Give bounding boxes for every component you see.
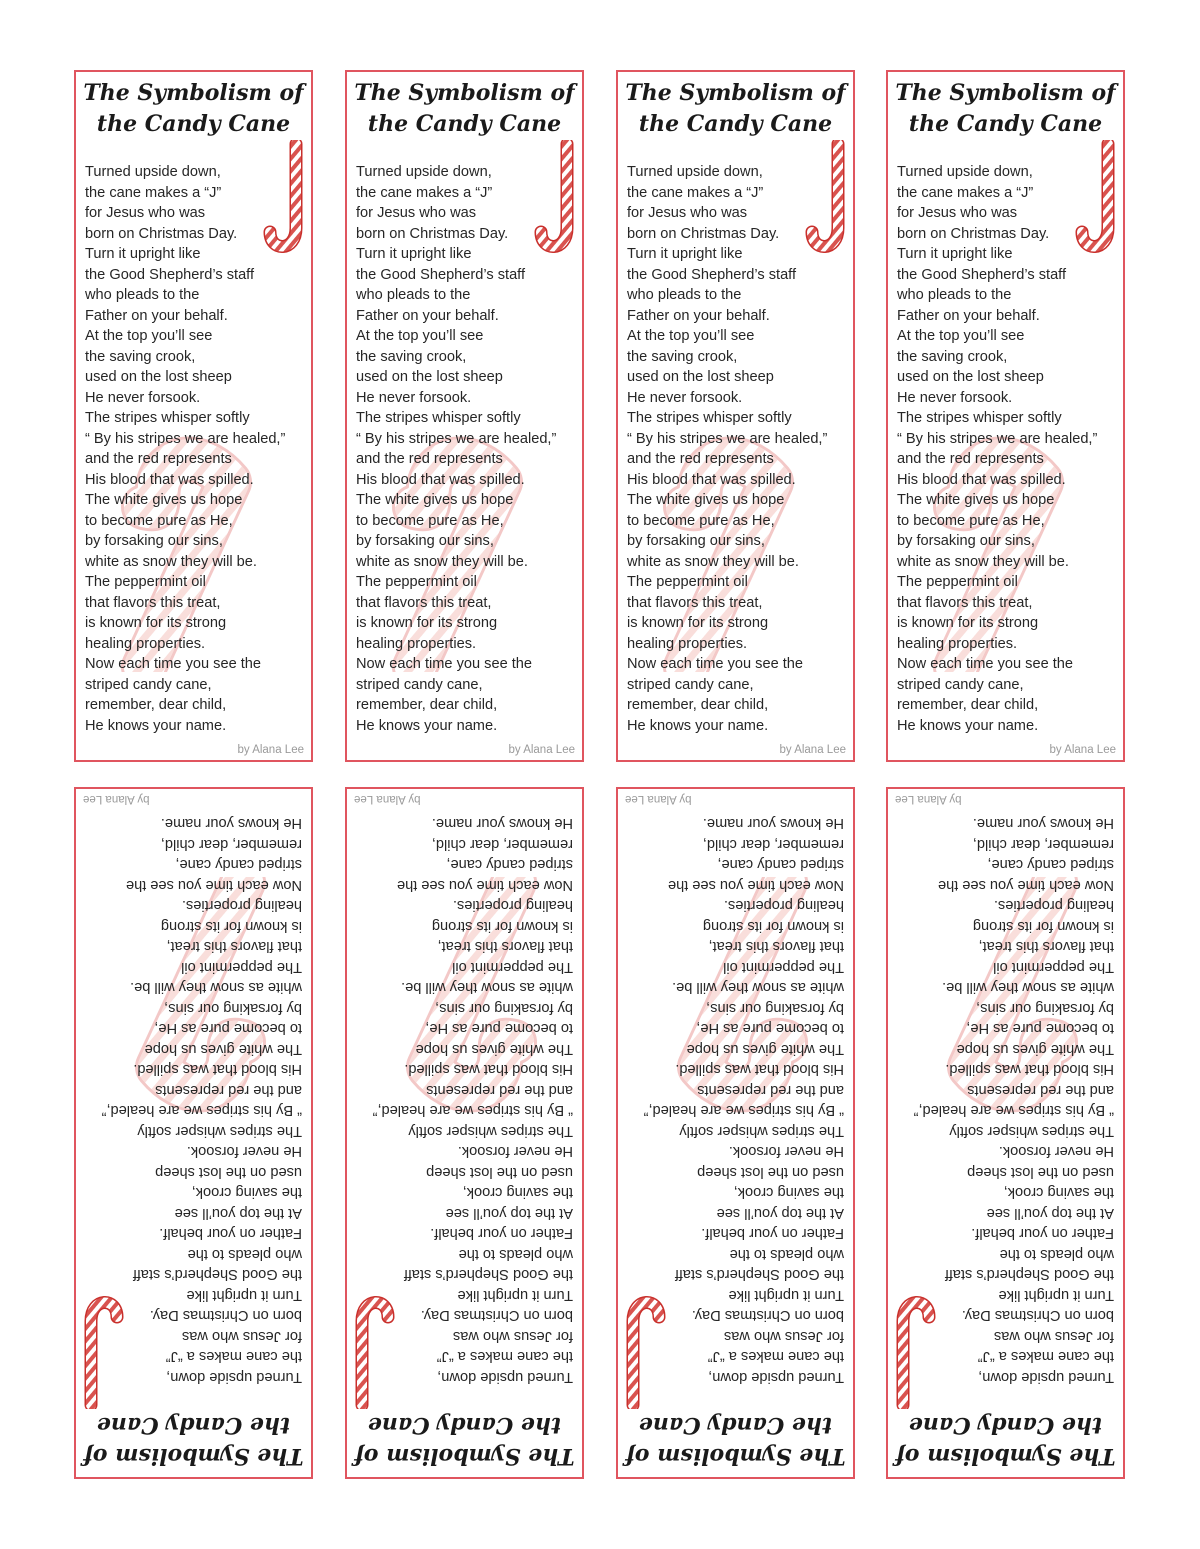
- poem-line: white as snow they will be.: [130, 979, 302, 996]
- poem-line: that flavors this treat,: [85, 594, 221, 611]
- poem-line: striped candy cane,: [175, 856, 302, 873]
- poem-line: healing properties.: [897, 635, 1018, 652]
- author-credit: by Alana Lee: [779, 744, 846, 756]
- bookmark-title-line1: The Symbolism of: [895, 1443, 1116, 1469]
- bookmark-card-2-2: [345, 787, 584, 1479]
- poem-line: remember, dear child,: [972, 836, 1114, 852]
- poem-line: He knows your name.: [160, 815, 302, 832]
- poem-line: Father on your behalf.: [897, 307, 1040, 324]
- poem-line: Turned upside down,: [166, 1369, 302, 1385]
- author-credit: by Alana Lee: [354, 793, 421, 805]
- poem-line: and the red represents: [85, 451, 232, 467]
- poem-line: The white gives us hope: [897, 492, 1055, 508]
- poem-line: born on Christmas Day.: [627, 225, 780, 242]
- bookmark-card-1-3: [616, 70, 855, 762]
- bookmark-card-1-2: [345, 70, 584, 762]
- poem-line: “ By his stripes we are healed,”: [913, 1102, 1114, 1119]
- poem-line: and the red represents: [155, 1082, 302, 1098]
- poem-line: Now each time you see the: [897, 656, 1074, 672]
- poem-line: to become pure as He,: [897, 512, 1045, 529]
- poem-line: The stripes whisper softly: [85, 410, 250, 426]
- poem-line: The white gives us hope: [686, 1041, 844, 1057]
- poem-line: Now each time you see the: [356, 656, 533, 672]
- poem-line: to become pure as He,: [966, 1020, 1114, 1037]
- poem-line: that flavors this treat,: [897, 594, 1033, 611]
- poem-line: The peppermint oil: [723, 959, 844, 975]
- poem-line: used on the lost sheep: [356, 369, 503, 385]
- poem-line: At the top you’ll see: [445, 1205, 573, 1221]
- poem-line: The white gives us hope: [85, 492, 243, 508]
- poem-line: by forsaking our sins,: [706, 1000, 844, 1016]
- poem-line: He knows your name.: [702, 815, 844, 832]
- poem-line: Turn it upright like: [457, 1287, 573, 1303]
- poem-line: is known for its strong: [627, 615, 769, 631]
- poem-line: striped candy cane,: [897, 676, 1024, 693]
- poem-line: The peppermint oil: [897, 574, 1018, 590]
- poem-text: [102, 813, 302, 1387]
- poem-line: who pleads to the: [356, 287, 471, 303]
- poem-line: white as snow they will be.: [627, 553, 799, 570]
- poem-line: Turned upside down,: [897, 164, 1033, 180]
- poem-text: [644, 813, 844, 1387]
- author-credit: by Alana Lee: [895, 793, 962, 805]
- poem-line: the saving crook,: [191, 1184, 302, 1201]
- poem-line: for Jesus who was: [627, 205, 748, 221]
- poem-line: used on the lost sheep: [155, 1164, 302, 1180]
- poem-line: Turned upside down,: [437, 1369, 573, 1385]
- poem-line: The stripes whisper softly: [356, 410, 521, 426]
- poem-line: used on the lost sheep: [426, 1164, 573, 1180]
- poem-line: Now each time you see the: [627, 656, 804, 672]
- poem-line: white as snow they will be.: [401, 979, 573, 996]
- poem-line: The peppermint oil: [181, 959, 302, 975]
- poem-line: is known for its strong: [702, 918, 844, 934]
- poem-line: The white gives us hope: [356, 492, 514, 508]
- poem-line: the cane makes a “J”: [977, 1348, 1114, 1365]
- poem-line: At the top you’ll see: [716, 1205, 844, 1221]
- bookmark-card-2-1: [74, 787, 313, 1479]
- poem-line: the saving crook,: [733, 1184, 844, 1201]
- poem-line: who pleads to the: [458, 1246, 573, 1262]
- poem-line: remember, dear child,: [897, 697, 1039, 713]
- author-credit: by Alana Lee: [1049, 744, 1116, 756]
- poem-line: healing properties.: [452, 897, 573, 914]
- poem-line: At the top you’ll see: [174, 1205, 302, 1221]
- bookmark-title-line1: The Symbolism of: [895, 80, 1116, 106]
- author-credit: by Alana Lee: [83, 793, 150, 805]
- poem-line: to become pure as He,: [696, 1020, 844, 1037]
- poem-line: the cane makes a “J”: [897, 184, 1034, 201]
- poem-line: for Jesus who was: [993, 1328, 1114, 1344]
- bookmark-title-line2: the Candy Cane: [638, 111, 833, 137]
- poem-line: born on Christmas Day.: [149, 1307, 302, 1324]
- poem-line: The white gives us hope: [415, 1041, 573, 1057]
- poem-line: healing properties.: [627, 635, 748, 652]
- poem-line: Now each time you see the: [85, 656, 262, 672]
- bookmark-card-1-1: [74, 70, 313, 762]
- poem-line: remember, dear child,: [627, 697, 769, 713]
- poem-line: to become pure as He,: [85, 512, 233, 529]
- poem-text: [897, 162, 1097, 736]
- poem-line: The stripes whisper softly: [627, 410, 792, 426]
- poem-line: used on the lost sheep: [627, 369, 774, 385]
- poem-line: healing properties.: [181, 897, 302, 914]
- poem-line: His blood that was spilled.: [356, 471, 525, 488]
- bookmark-title-line1: The Symbolism of: [83, 1443, 304, 1469]
- poem-line: The stripes whisper softly: [897, 410, 1062, 426]
- poem-line: The peppermint oil: [85, 574, 206, 590]
- poem-line: the cane makes a “J”: [356, 184, 493, 201]
- poem-line: At the top you’ll see: [627, 328, 755, 344]
- poem-line: by forsaking our sins,: [627, 533, 765, 549]
- poem-line: for Jesus who was: [723, 1328, 844, 1344]
- bookmark-title: [76, 1409, 311, 1471]
- poem-line: is known for its strong: [85, 615, 227, 631]
- poem-line: The peppermint oil: [356, 574, 477, 590]
- poem-line: Turn it upright like: [627, 246, 743, 262]
- bookmark-title-line1: The Symbolism of: [83, 80, 304, 106]
- poem-line: white as snow they will be.: [356, 553, 528, 570]
- poem-line: born on Christmas Day.: [420, 1307, 573, 1324]
- poem-line: Now each time you see the: [396, 877, 573, 893]
- author-credit: by Alana Lee: [625, 793, 692, 805]
- bookmark-title-line1: The Symbolism of: [625, 80, 846, 106]
- poem-line: Turn it upright like: [897, 246, 1013, 262]
- poem-line: the Good Shepherd’s staff: [403, 1266, 573, 1283]
- poem-line: the saving crook,: [1003, 1184, 1114, 1201]
- bookmark-card-2-4: [886, 787, 1125, 1479]
- poem-line: At the top you’ll see: [356, 328, 484, 344]
- poem-line: healing properties.: [993, 897, 1114, 914]
- poem-line: striped candy cane,: [356, 676, 483, 693]
- poem-line: His blood that was spilled.: [133, 1061, 302, 1078]
- poem-line: “ By his stripes we are healed,”: [85, 430, 286, 447]
- poem-line: the cane makes a “J”: [165, 1348, 302, 1365]
- poem-line: His blood that was spilled.: [627, 471, 796, 488]
- poem-line: At the top you’ll see: [85, 328, 213, 344]
- poem-line: is known for its strong: [972, 918, 1114, 934]
- poem-line: used on the lost sheep: [85, 369, 232, 385]
- poem-line: The stripes whisper softly: [137, 1123, 302, 1139]
- poem-line: by forsaking our sins,: [435, 1000, 573, 1016]
- bookmark-title: [347, 1409, 582, 1471]
- poem-line: for Jesus who was: [181, 1328, 302, 1344]
- poem-line: to become pure as He,: [356, 512, 504, 529]
- bookmark-title-line2: the Candy Cane: [367, 111, 562, 137]
- poem-line: who pleads to the: [627, 287, 742, 303]
- poem-line: striped candy cane,: [85, 676, 212, 693]
- poem-line: by forsaking our sins,: [976, 1000, 1114, 1016]
- poem-line: who pleads to the: [187, 1246, 302, 1262]
- bookmark-title: [347, 78, 582, 140]
- poem-line: white as snow they will be.: [942, 979, 1114, 996]
- poem-line: He never forsook.: [457, 1143, 573, 1160]
- poem-line: “ By his stripes we are healed,”: [101, 1102, 302, 1119]
- poem-line: At the top you’ll see: [986, 1205, 1114, 1221]
- poem-line: by forsaking our sins,: [356, 533, 494, 549]
- poem-line: the cane makes a “J”: [436, 1348, 573, 1365]
- poem-line: “ By his stripes we are healed,”: [372, 1102, 573, 1119]
- poem-line: that flavors this treat,: [166, 938, 302, 955]
- poem-line: who pleads to the: [729, 1246, 844, 1262]
- poem-line: remember, dear child,: [702, 836, 844, 852]
- poem-line: that flavors this treat,: [627, 594, 763, 611]
- bookmark-title: [618, 1409, 853, 1471]
- poem-line: remember, dear child,: [160, 836, 302, 852]
- poem-line: Turn it upright like: [356, 246, 472, 262]
- bookmark-title: [76, 78, 311, 140]
- poem-line: and the red represents: [627, 451, 774, 467]
- poem-line: He never forsook.: [186, 1143, 302, 1160]
- poem-line: by forsaking our sins,: [897, 533, 1035, 549]
- poem-line: that flavors this treat,: [437, 938, 573, 955]
- poem-line: white as snow they will be.: [897, 553, 1069, 570]
- poem-line: the saving crook,: [462, 1184, 573, 1201]
- poem-line: The stripes whisper softly: [408, 1123, 573, 1139]
- poem-line: that flavors this treat,: [978, 938, 1114, 955]
- poem-line: by forsaking our sins,: [85, 533, 223, 549]
- poem-line: Turned upside down,: [708, 1369, 844, 1385]
- poem-line: the saving crook,: [627, 348, 738, 365]
- bookmark-title-line2: the Candy Cane: [367, 1412, 562, 1438]
- poem-line: The stripes whisper softly: [679, 1123, 844, 1139]
- bookmark-title-line2: the Candy Cane: [908, 111, 1103, 137]
- poem-line: used on the lost sheep: [897, 369, 1044, 385]
- bookmark-title: [888, 1409, 1123, 1471]
- poem-line: who pleads to the: [897, 287, 1012, 303]
- poem-line: remember, dear child,: [356, 697, 498, 713]
- poem-line: “ By his stripes we are healed,”: [643, 1102, 844, 1119]
- poem-line: who pleads to the: [85, 287, 200, 303]
- poem-line: is known for its strong: [160, 918, 302, 934]
- poem-line: is known for its strong: [356, 615, 498, 631]
- poem-text: [85, 162, 285, 736]
- poem-text: [627, 162, 827, 736]
- poem-line: and the red represents: [426, 1082, 573, 1098]
- poem-line: Turned upside down,: [85, 164, 221, 180]
- poem-line: born on Christmas Day.: [691, 1307, 844, 1324]
- poem-line: the Good Shepherd’s staff: [627, 266, 797, 283]
- poem-line: the Good Shepherd’s staff: [944, 1266, 1114, 1283]
- bookmark-title: [888, 78, 1123, 140]
- poem-line: the cane makes a “J”: [627, 184, 764, 201]
- poem-line: The peppermint oil: [993, 959, 1114, 975]
- poem-line: the Good Shepherd’s staff: [897, 266, 1067, 283]
- bookmark-title: [618, 78, 853, 140]
- poem-line: healing properties.: [85, 635, 206, 652]
- poem-line: born on Christmas Day.: [961, 1307, 1114, 1324]
- poem-line: used on the lost sheep: [967, 1164, 1114, 1180]
- poem-line: Turned upside down,: [978, 1369, 1114, 1385]
- poem-line: white as snow they will be.: [672, 979, 844, 996]
- poem-line: the saving crook,: [356, 348, 467, 365]
- poem-line: the Good Shepherd’s staff: [85, 266, 255, 283]
- poem-line: He never forsook.: [356, 389, 472, 406]
- poem-line: He never forsook.: [897, 389, 1013, 406]
- poem-line: He knows your name.: [972, 815, 1114, 832]
- poem-line: The white gives us hope: [627, 492, 785, 508]
- poem-line: He knows your name.: [431, 815, 573, 832]
- bookmark-title-line2: the Candy Cane: [96, 111, 291, 137]
- poem-line: Father on your behalf.: [430, 1225, 573, 1242]
- poem-line: born on Christmas Day.: [356, 225, 509, 242]
- poem-line: His blood that was spilled.: [675, 1061, 844, 1078]
- poem-line: Now each time you see the: [937, 877, 1114, 893]
- poem-line: to become pure as He,: [154, 1020, 302, 1037]
- author-credit: by Alana Lee: [237, 744, 304, 756]
- poem-line: He knows your name.: [85, 717, 227, 734]
- bookmark-card-2-3: [616, 787, 855, 1479]
- bookmark-title-line1: The Symbolism of: [354, 1443, 575, 1469]
- bookmark-title-line2: the Candy Cane: [908, 1412, 1103, 1438]
- poem-line: The peppermint oil: [452, 959, 573, 975]
- poem-line: to become pure as He,: [627, 512, 775, 529]
- poem-line: born on Christmas Day.: [85, 225, 238, 242]
- poem-line: that flavors this treat,: [708, 938, 844, 955]
- bookmark-title-line2: the Candy Cane: [96, 1412, 291, 1438]
- poem-line: Father on your behalf.: [627, 307, 770, 324]
- bookmark-title-line2: the Candy Cane: [638, 1412, 833, 1438]
- poem-line: and the red represents: [697, 1082, 844, 1098]
- poem-line: Father on your behalf.: [159, 1225, 302, 1242]
- poem-line: healing properties.: [356, 635, 477, 652]
- poem-line: He knows your name.: [897, 717, 1039, 734]
- poem-line: is known for its strong: [897, 615, 1039, 631]
- poem-line: His blood that was spilled.: [404, 1061, 573, 1078]
- poem-line: He never forsook.: [998, 1143, 1114, 1160]
- poem-line: He never forsook.: [627, 389, 743, 406]
- poem-line: “ By his stripes we are healed,”: [897, 430, 1098, 447]
- poem-line: Turned upside down,: [627, 164, 763, 180]
- poem-line: that flavors this treat,: [356, 594, 492, 611]
- poem-line: the saving crook,: [85, 348, 196, 365]
- bookmark-title-line1: The Symbolism of: [625, 1443, 846, 1469]
- poem-line: the Good Shepherd’s staff: [132, 1266, 302, 1283]
- poem-line: Father on your behalf.: [85, 307, 228, 324]
- poem-line: The peppermint oil: [627, 574, 748, 590]
- poem-line: healing properties.: [723, 897, 844, 914]
- poem-line: to become pure as He,: [425, 1020, 573, 1037]
- poem-line: He never forsook.: [728, 1143, 844, 1160]
- poem-line: “ By his stripes we are healed,”: [356, 430, 557, 447]
- bookmark-card-1-4: [886, 70, 1125, 762]
- poem-text: [356, 162, 556, 736]
- poem-line: for Jesus who was: [897, 205, 1018, 221]
- poem-line: He never forsook.: [85, 389, 201, 406]
- poem-line: white as snow they will be.: [85, 553, 257, 570]
- poem-line: and the red represents: [356, 451, 503, 467]
- poem-line: Turn it upright like: [998, 1287, 1114, 1303]
- poem-line: remember, dear child,: [431, 836, 573, 852]
- author-credit: by Alana Lee: [508, 744, 575, 756]
- poem-line: Turn it upright like: [728, 1287, 844, 1303]
- poem-line: is known for its strong: [431, 918, 573, 934]
- poem-text: [373, 813, 573, 1387]
- poem-line: Now each time you see the: [125, 877, 302, 893]
- poem-line: Turn it upright like: [186, 1287, 302, 1303]
- poem-line: who pleads to the: [999, 1246, 1114, 1262]
- poem-line: the Good Shepherd’s staff: [674, 1266, 844, 1283]
- poem-line: Now each time you see the: [667, 877, 844, 893]
- poem-line: striped candy cane,: [446, 856, 573, 873]
- poem-line: and the red represents: [897, 451, 1044, 467]
- poem-text: [914, 813, 1114, 1387]
- poem-line: by forsaking our sins,: [164, 1000, 302, 1016]
- poem-line: His blood that was spilled.: [897, 471, 1066, 488]
- poem-line: for Jesus who was: [85, 205, 206, 221]
- poem-line: for Jesus who was: [452, 1328, 573, 1344]
- poem-line: striped candy cane,: [627, 676, 754, 693]
- poem-line: His blood that was spilled.: [85, 471, 254, 488]
- poem-line: born on Christmas Day.: [897, 225, 1050, 242]
- poem-line: striped candy cane,: [987, 856, 1114, 873]
- poem-line: The white gives us hope: [956, 1041, 1114, 1057]
- poem-line: striped candy cane,: [717, 856, 844, 873]
- poem-line: Turn it upright like: [85, 246, 201, 262]
- poem-line: The stripes whisper softly: [949, 1123, 1114, 1139]
- poem-line: Turned upside down,: [356, 164, 492, 180]
- poem-line: His blood that was spilled.: [945, 1061, 1114, 1078]
- poem-line: Father on your behalf.: [701, 1225, 844, 1242]
- poem-line: for Jesus who was: [356, 205, 477, 221]
- poem-line: “ By his stripes we are healed,”: [627, 430, 828, 447]
- poem-line: Father on your behalf.: [971, 1225, 1114, 1242]
- poem-line: At the top you’ll see: [897, 328, 1025, 344]
- poem-line: The white gives us hope: [144, 1041, 302, 1057]
- bookmark-title-line1: The Symbolism of: [354, 80, 575, 106]
- poem-line: He knows your name.: [627, 717, 769, 734]
- poem-line: Father on your behalf.: [356, 307, 499, 324]
- poem-line: the saving crook,: [897, 348, 1008, 365]
- poem-line: used on the lost sheep: [697, 1164, 844, 1180]
- poem-line: and the red represents: [967, 1082, 1114, 1098]
- poem-line: the cane makes a “J”: [707, 1348, 844, 1365]
- poem-line: the cane makes a “J”: [85, 184, 222, 201]
- poem-line: the Good Shepherd’s staff: [356, 266, 526, 283]
- poem-line: remember, dear child,: [85, 697, 227, 713]
- poem-line: He knows your name.: [356, 717, 498, 734]
